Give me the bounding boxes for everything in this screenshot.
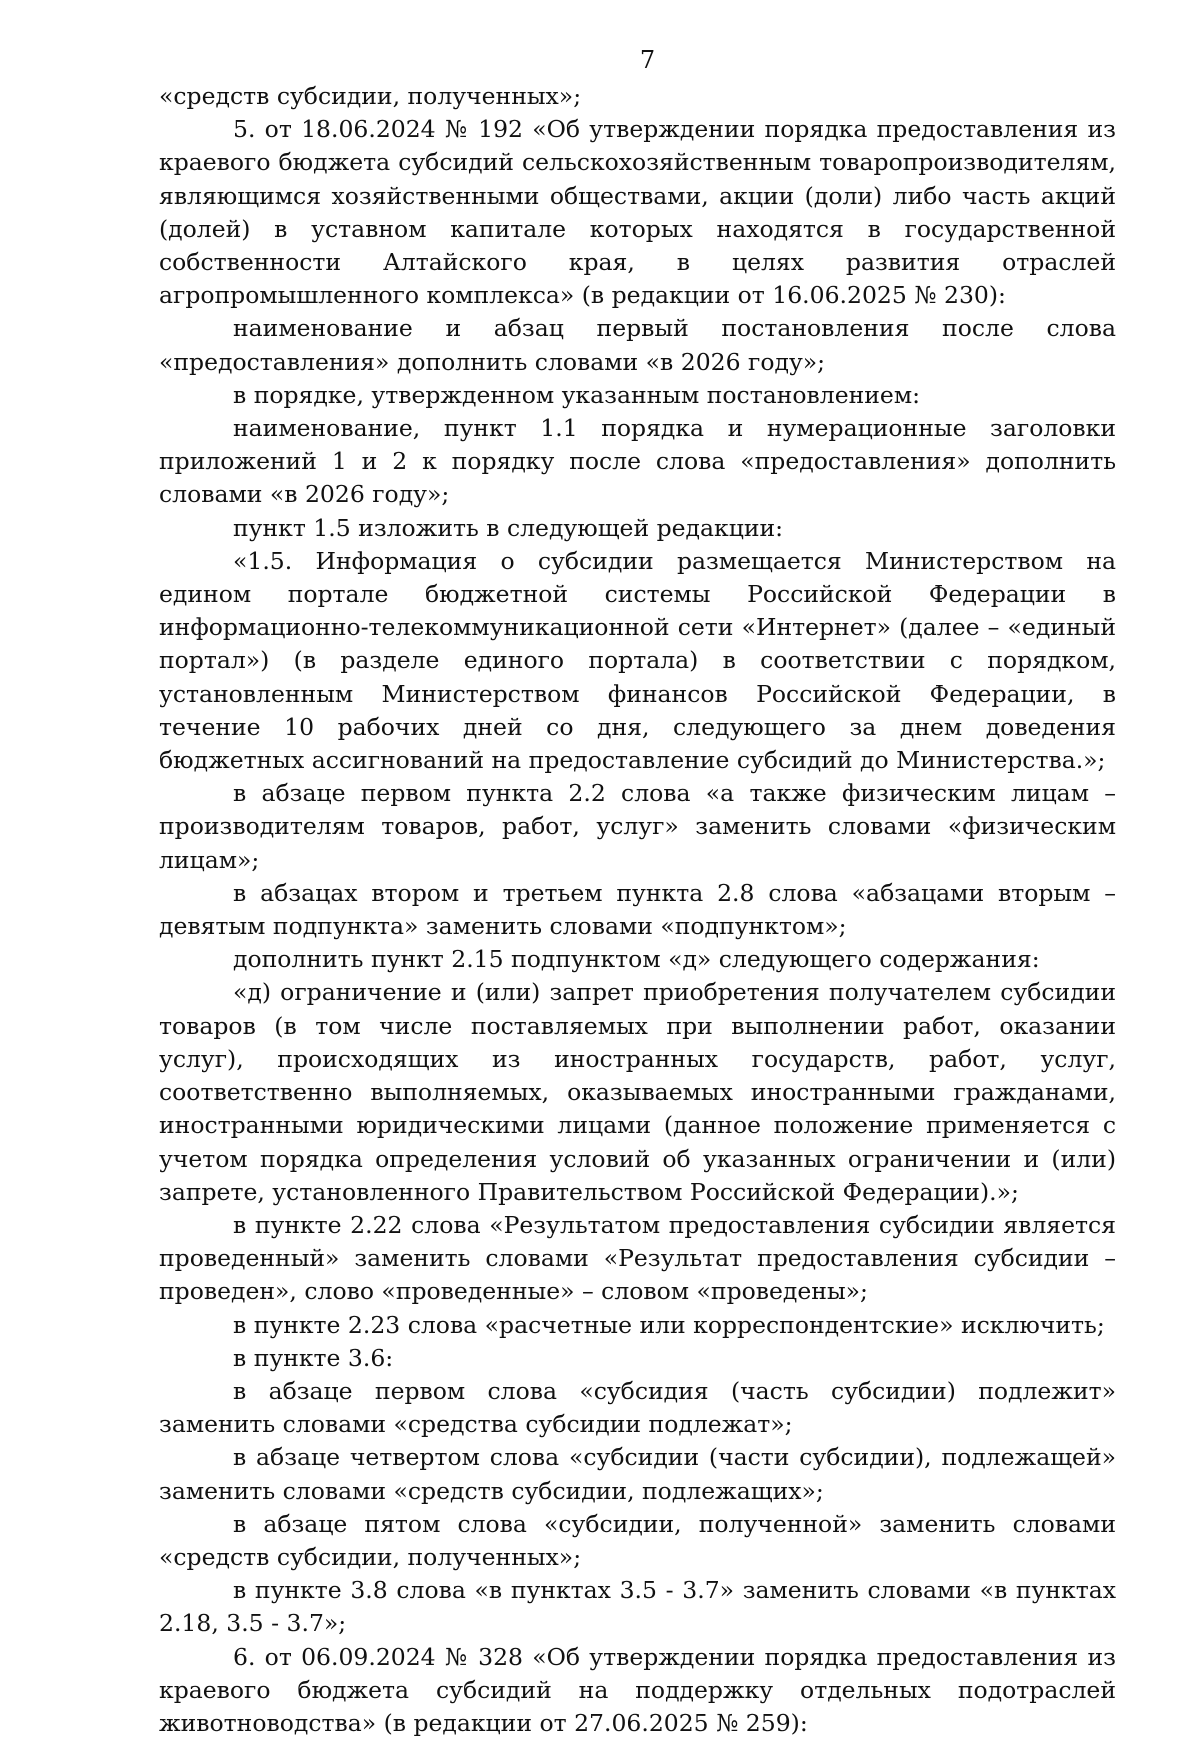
paragraph: в порядке, утвержденном указанным постановлением:	[233, 380, 921, 409]
paragraph: «средств субсидии, полученных»;	[159, 82, 582, 110]
paragraph: 6. от 06.09.2024 № 328 «Об утверждении порядка предоставления из краевого бюджета субсидий на поддержку отдельных подотраслей животноводства» (в редакции от 27.06.2025 № 259):	[159, 1642, 1116, 1737]
paragraph: «1.5. Информация о субсидии размещается Министерством на едином портале бюджетной системы Российской Федерации в информационно-телекоммуникационной сети «Интернет» (далее – «единый портал») (в разделе единого портала) в соответствии с порядком, установленным Министерством финансов Российской Федерации, в течение 10 рабочих дней со дня, следующего за днем доведения бюджетных ассигнований на предоставление субсидий до Министерства.»;	[159, 546, 1116, 775]
paragraph: пункт 1.5 изложить в следующей редакции:	[233, 513, 784, 542]
paragraph: в пункте 2.23 слова «расчетные или корреспондентские» исключить;	[233, 1310, 1105, 1339]
paragraph: наименование и абзац первый постановления после слова «предоставления» дополнить словами «в 2026 году»;	[159, 314, 1116, 376]
paragraph: в абзаце первом слова «субсидия (часть субсидии) подлежит» заменить словами «средства субсидии подлежат»;	[159, 1376, 1116, 1439]
document-page	[159, 44, 1116, 1740]
paragraph: наименование, пункт 1.1 порядка и нумерационные заголовки приложений 1 и 2 к порядку после слова «предоставления» дополнить словами «в 2026 году»;	[159, 414, 1116, 509]
paragraph: в пункте 2.22 слова «Результатом предоставления субсидии является проведенный» заменить словами «Результат предоставления субсидии – проведен», слово «проведенные» – словом «проведены»;	[159, 1210, 1116, 1306]
paragraph: «д) ограничение и (или) запрет приобретения получателем субсидии товаров (в том числе поставляемых при выполнении работ, оказании услуг), происходящих из иностранных государств, работ, услуг, соответственно выполняемых, оказываемых иностранными гражданами, иностранными юридическими лицами (данное положение применяется с учетом порядка определения условий об указанных ограничении и (или) запрете, установленного Правительством Российской Федерации).»;	[159, 978, 1116, 1206]
paragraph: в абзаце четвертом слова «субсидии (части субсидии), подлежащей» заменить словами «средств субсидии, подлежащих»;	[159, 1443, 1116, 1505]
paragraph: 5. от 18.06.2024 № 192 «Об утверждении порядка предоставления из краевого бюджета субсидий сельскохозяйственным товаропроизводителям, являющимся хозяйственными обществами, акции (доли) либо часть акций (долей) в уставном капитале которых находятся в государственной собственности Алтайского края, в целях развития отраслей агропромышленного комплекса» (в редакции от 16.06.2025 № 230):	[159, 115, 1116, 310]
paragraph: в пункте 3.6:	[233, 1343, 394, 1372]
document-body	[159, 80, 1116, 1740]
paragraph: дополнить пункт 2.15 подпунктом «д» следующего содержания:	[233, 945, 1040, 974]
paragraph: в абзацах втором и третьем пункта 2.8 слова «абзацами вторым – девятым подпункта» заменить словами «подпунктом»;	[159, 878, 1116, 941]
paragraph: в пункте 3.8 слова «в пунктах 3.5 - 3.7» заменить словами «в пунктах 2.18, 3.5 - 3.7»;	[159, 1576, 1116, 1638]
paragraph: в абзаце пятом слова «субсидии, полученной» заменить словами «средств субсидии, полученных»;	[159, 1509, 1116, 1571]
page-number: 7	[639, 46, 656, 74]
paragraph: в абзаце первом пункта 2.2 слова «а также физическим лицам – производителям товаров, работ, услуг» заменить словами «физическим лицам»;	[159, 779, 1116, 874]
